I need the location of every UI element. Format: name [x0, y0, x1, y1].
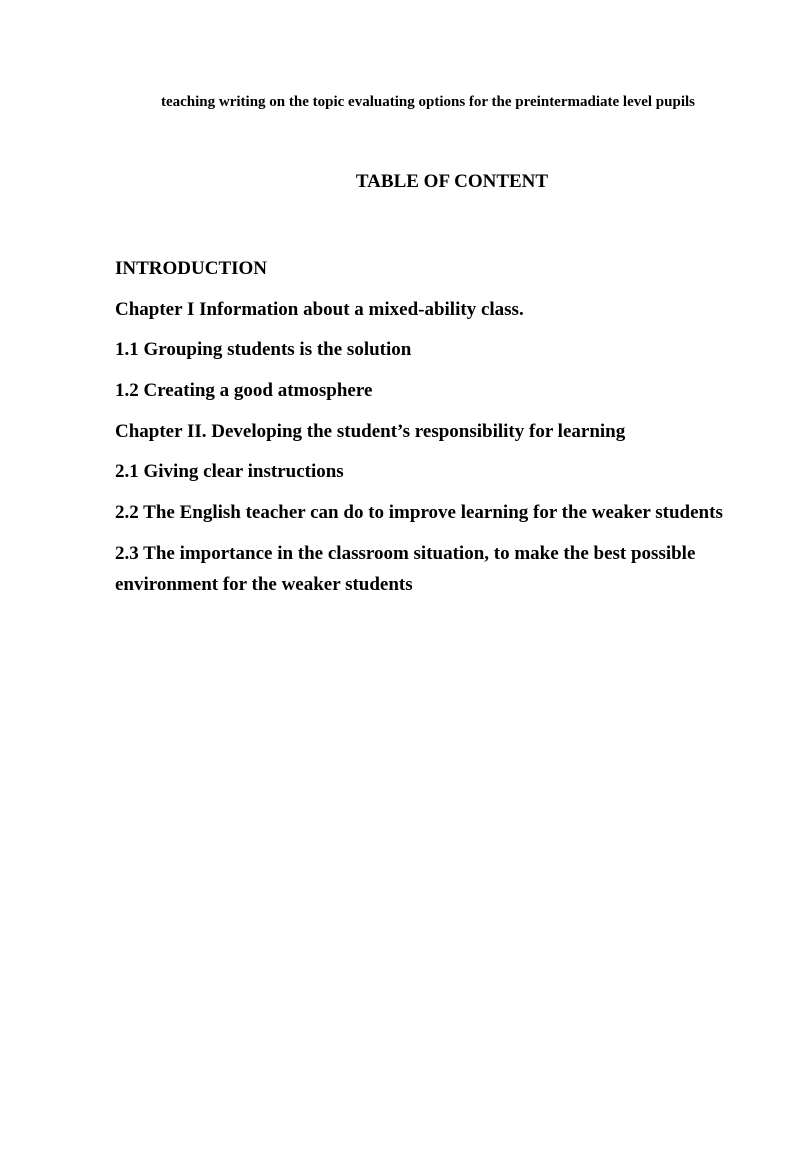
toc-entry-1-1: 1.1 Grouping students is the solution — [115, 339, 412, 361]
toc-entry-introduction: INTRODUCTION — [115, 258, 268, 279]
toc-entry-2-2: 2.2 The English teacher can do to improve learning for the weaker students — [115, 502, 723, 524]
toc-entry-chapter-2: Chapter II. Developing the student’s responsibility for learning — [115, 420, 626, 442]
toc-entry-2-3: 2.3 The importance in the classroom situation, to make the best possible environment for the weaker students — [115, 542, 696, 595]
toc-entry-1-2: 1.2 Creating a good atmosphere — [115, 380, 373, 402]
toc-entry-chapter-1: Chapter I Information about a mixed-ability class. — [115, 298, 524, 320]
toc-entry-2-1: 2.1 Giving clear instructions — [115, 461, 344, 483]
toc-list — [115, 253, 745, 610]
toc-heading: TABLE OF CONTENT — [355, 171, 549, 192]
document-subtitle: teaching writing on the topic evaluating options for the preintermadiate level pupils — [160, 94, 696, 110]
